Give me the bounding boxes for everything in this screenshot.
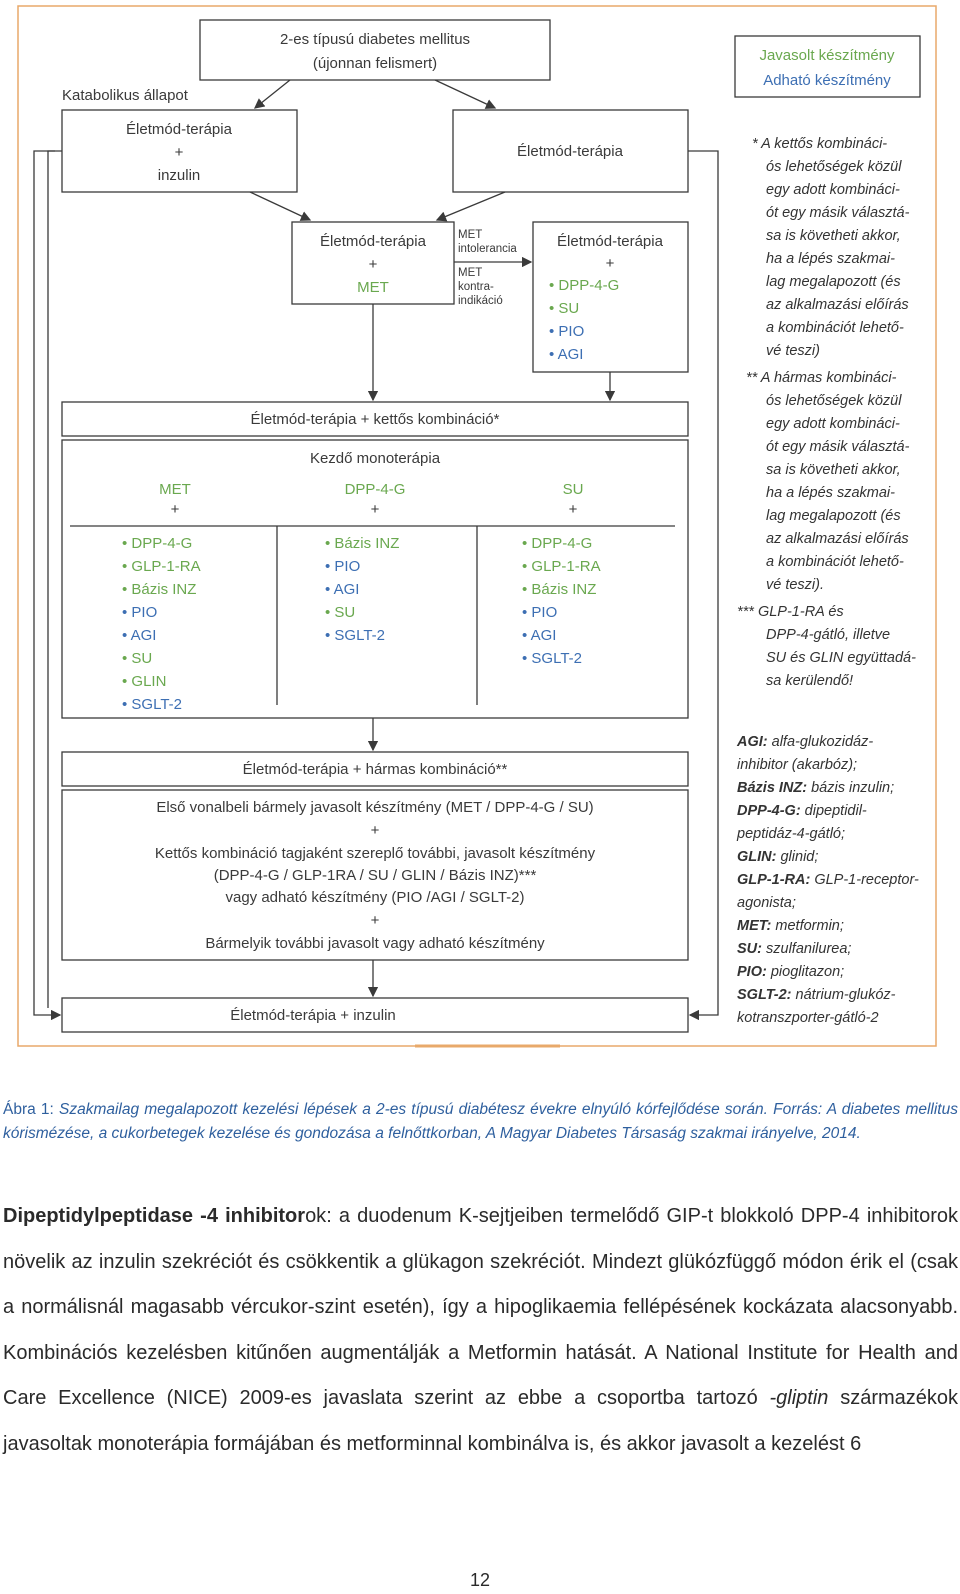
- column-item: • GLP-1-RA: [522, 558, 601, 575]
- triple-line: Bármelyik további javasolt vagy adható készítmény: [205, 935, 545, 952]
- column-item: • PIO: [522, 604, 558, 621]
- svg-text:ha a lépés szakmai-: ha a lépés szakmai-: [766, 485, 895, 501]
- abbreviation: agonista;: [737, 895, 796, 911]
- column-drug-dpp4g: DPP-4-G: [344, 481, 406, 498]
- abbreviation: inhibitor (akarbóz);: [737, 757, 858, 773]
- column-item: • AGI: [122, 627, 157, 644]
- alt-drug: • SU: [549, 300, 580, 317]
- column-item: • Bázis INZ: [122, 581, 197, 598]
- column-drug-su: SU: [562, 481, 584, 498]
- top-box-line-2: (újonnan felismert): [312, 55, 438, 72]
- term-suffix: ok: [305, 1205, 327, 1227]
- box-lifestyle-insulin-line-2: +: [174, 144, 184, 161]
- column-item: • DPP-4-G: [522, 535, 593, 552]
- box-lifestyle-met-line-1: Életmód-terápia: [320, 233, 426, 250]
- svg-text:ós lehetőségek közül: ós lehetőségek közül: [766, 159, 902, 175]
- svg-text:sa kerülendő!: sa kerülendő!: [766, 673, 854, 689]
- paragraph-text-1: : a duodenum K-sejtjeiben termelődő GIP-t blokkoló DPP-4 inhibitorok növelik az inzulin szekréciót és csökkentik a glükagon szekréciót. Mindezt glükózfüggő módon érik el (csak a normálisnál magasabb vércukor-szint esetén), így a hipoglikaemia fellépésének kockázata alacsonyabb. Kombinációs kezelésben kitűnően augmentálják a Metformin hatását. A National Institute for Health and Care Excellence (NICE) 2009-es javaslata szerint az ebbe a csoportba tartozó: [3, 1205, 958, 1409]
- bold-term: Dipeptidylpeptidase -4 inhibitor: [3, 1205, 306, 1227]
- triple-line: +: [370, 822, 380, 839]
- box-lifestyle-met-line-2: +: [368, 256, 378, 273]
- svg-text:az alkalmazási előírás: az alkalmazási előírás: [766, 531, 909, 547]
- alt-drug: • AGI: [549, 346, 584, 363]
- abbreviation: peptidáz-4-gátló;: [737, 826, 846, 842]
- italic-term: -gliptin: [769, 1387, 829, 1409]
- alt-drug: • DPP-4-G: [549, 277, 620, 294]
- met-intolerance-line-1: MET: [458, 229, 483, 241]
- column-item: • PIO: [325, 558, 361, 575]
- column-item: • Bázis INZ: [522, 581, 597, 598]
- box-lifestyle-insulin-line-1: Életmód-terápia: [126, 121, 232, 138]
- column-item: • SGLT-2: [122, 696, 182, 713]
- abbreviation: AGI: alfa-glukozidáz-: [737, 734, 874, 750]
- abbreviation: DPP-4-G: dipeptidil-: [737, 803, 867, 819]
- triple-line: Kettős kombináció tagjaként szereplő további, javasolt készítmény: [154, 845, 596, 862]
- caption-label: Ábra 1:: [3, 1101, 54, 1118]
- svg-text:lag megalapozott (és: lag megalapozott (és: [766, 508, 901, 524]
- svg-text:ót egy másik választá-: ót egy másik választá-: [766, 205, 910, 221]
- column-drug-met: MET: [159, 481, 191, 498]
- legend-possible: Adható készítmény: [763, 72, 891, 89]
- box-alt-line-2: +: [605, 255, 615, 272]
- initial-monotherapy: Kezdő monoterápia: [309, 450, 441, 467]
- box-alt-line-1: Életmód-terápia: [557, 233, 663, 250]
- triple-line: +: [370, 912, 380, 929]
- triple-combination-title: Életmód-terápia + hármas kombináció**: [242, 761, 508, 778]
- met-contraindication-line-2: kontra-: [458, 281, 494, 293]
- column-item: • SU: [122, 650, 153, 667]
- page-number: 12: [469, 1570, 491, 1590]
- column-item: • Bázis INZ: [325, 535, 400, 552]
- top-box-line-1: 2-es típusú diabetes mellitus: [279, 31, 471, 48]
- double-combination-title: Életmód-terápia + kettős kombináció*: [250, 411, 500, 428]
- body-paragraph: [3, 1194, 958, 1467]
- abbreviation: Bázis INZ: bázis inzulin;: [737, 780, 895, 796]
- svg-text:lag megalapozott (és: lag megalapozott (és: [766, 274, 901, 290]
- abbreviation: MET: metformin;: [737, 918, 844, 934]
- column-item: • AGI: [325, 581, 360, 598]
- abbreviation: kotranszporter-gátló-2: [737, 1010, 879, 1026]
- legend-recommended: Javasolt készítmény: [759, 47, 895, 64]
- met-contraindication-line-1: MET: [458, 267, 483, 279]
- column-plus: +: [170, 501, 180, 518]
- caption-text: Szakmailag megalapozott kezelési lépések a 2-es típusú diabétesz évekre elnyúló kórfejlődése során. Forrás: A diabetes mellitus kórismézése, a cukorbetegek kezelése és gondozása a felnőttkorban, A Magyar Diabetes Társaság szakmai irányelve, 2014.: [3, 1101, 958, 1142]
- column-item: • PIO: [122, 604, 158, 621]
- svg-text:*** GLP-1-RA és: *** GLP-1-RA és: [737, 604, 844, 620]
- svg-text:egy adott kombináci-: egy adott kombináci-: [766, 182, 900, 198]
- footnote-3: [737, 604, 916, 689]
- final-box-label: Életmód-terápia + inzulin: [230, 1007, 396, 1024]
- svg-text:SU és GLIN együttadá-: SU és GLIN együttadá-: [766, 650, 916, 666]
- box-lifestyle-insulin-line-3: inzulin: [157, 167, 201, 184]
- svg-text:vé teszi): vé teszi): [766, 343, 820, 359]
- figure-caption: [3, 1098, 958, 1146]
- column-item: • DPP-4-G: [122, 535, 193, 552]
- svg-text:ót egy másik választá-: ót egy másik választá-: [766, 439, 910, 455]
- footnote-2: [746, 370, 910, 593]
- abbreviation-list: [736, 734, 919, 1026]
- box-lifestyle-met-line-3: MET: [357, 279, 389, 296]
- alt-drug: • PIO: [549, 323, 585, 340]
- column-plus: +: [370, 501, 380, 518]
- svg-text:DPP-4-gátló, illetve: DPP-4-gátló, illetve: [766, 627, 891, 643]
- svg-text:* A kettős kombináci-: * A kettős kombináci-: [752, 136, 888, 152]
- column-item: • GLIN: [122, 673, 167, 690]
- paragraph-text-2: származékok javasoltak monoterápia formájában és metforminnal kombinálva is, és akkor javasolt a kezelést 6: [3, 1387, 959, 1455]
- abbreviation: PIO: pioglitazon;: [737, 964, 845, 980]
- column-item: • SU: [325, 604, 356, 621]
- svg-text:a kombinációt lehető-: a kombinációt lehető-: [766, 554, 904, 570]
- svg-text:** A hármas kombináci-: ** A hármas kombináci-: [746, 370, 897, 386]
- abbreviation: GLP-1-RA: GLP-1-receptor-: [737, 872, 919, 888]
- triple-line: Első vonalbeli bármely javasolt készítmény (MET / DPP-4-G / SU): [156, 799, 594, 816]
- column-item: • AGI: [522, 627, 557, 644]
- met-contraindication-line-3: indikáció: [458, 295, 503, 307]
- column-plus: +: [568, 501, 578, 518]
- box-lifestyle-label: Életmód-terápia: [517, 143, 623, 160]
- column-item: • GLP-1-RA: [122, 558, 201, 575]
- footnote-1: [752, 136, 910, 359]
- svg-text:sa is követheti akkor,: sa is követheti akkor,: [766, 228, 901, 244]
- svg-text:egy adott kombináci-: egy adott kombináci-: [766, 416, 900, 432]
- svg-text:a kombinációt lehető-: a kombinációt lehető-: [766, 320, 904, 336]
- column-item: • SGLT-2: [325, 627, 385, 644]
- svg-text:vé teszi).: vé teszi).: [766, 577, 825, 593]
- triple-line: vagy adható készítmény (PIO /AGI / SGLT-2): [225, 889, 525, 906]
- abbreviation: SGLT-2: nátrium-glukóz-: [737, 987, 896, 1003]
- abbreviation: SU: szulfanilurea;: [737, 941, 852, 957]
- column-item: • SGLT-2: [522, 650, 582, 667]
- svg-text:sa is követheti akkor,: sa is követheti akkor,: [766, 462, 901, 478]
- abbreviation: GLIN: glinid;: [737, 849, 819, 865]
- met-intolerance-line-2: intolerancia: [458, 243, 517, 255]
- triple-line: (DPP-4-G / GLP-1RA / SU / GLIN / Bázis INZ)***: [213, 867, 537, 884]
- catabolic-label: Katabolikus állapot: [62, 87, 188, 104]
- svg-text:ha a lépés szakmai-: ha a lépés szakmai-: [766, 251, 895, 267]
- svg-text:ós lehetőségek közül: ós lehetőségek közül: [766, 393, 902, 409]
- svg-text:az alkalmazási előírás: az alkalmazási előírás: [766, 297, 909, 313]
